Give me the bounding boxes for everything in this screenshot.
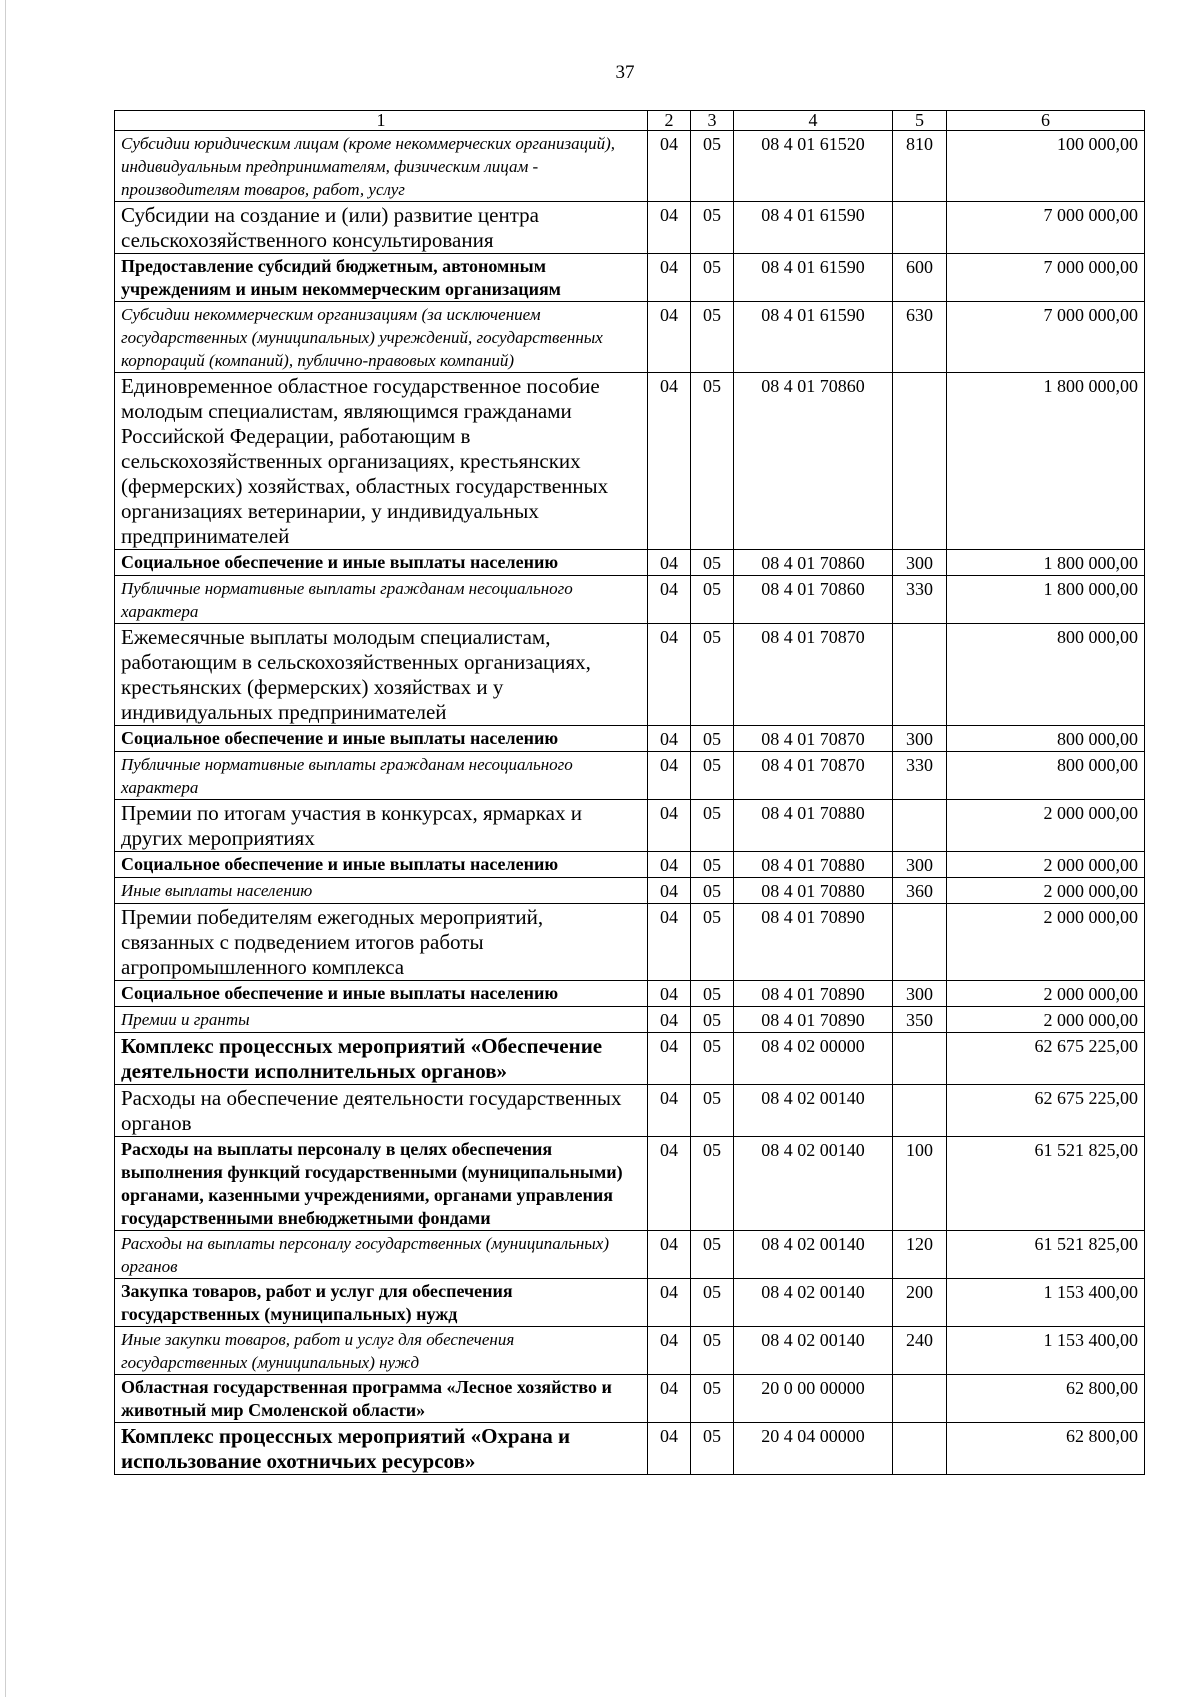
budget-table <box>114 110 1145 1475</box>
row-col3-cell: 05 <box>691 302 734 373</box>
table-row <box>115 1231 1145 1279</box>
row-name-cell: Расходы на выплаты персоналу государственных (муниципальных) органов <box>115 1231 648 1279</box>
row-code-cell: 08 4 01 70870 <box>734 752 893 800</box>
row-amount-cell: 1 800 000,00 <box>947 373 1145 550</box>
row-code-cell: 08 4 01 70860 <box>734 550 893 576</box>
row-name-cell: Субсидии некоммерческим организациям (за исключением государственных (муниципальных) учреждений, государственных корпораций (компаний), публично-правовых компаний) <box>115 302 648 373</box>
row-amount-cell: 7 000 000,00 <box>947 254 1145 302</box>
header-cell-1: 1 <box>115 111 648 131</box>
row-type-cell <box>893 1085 947 1137</box>
row-code-cell: 08 4 01 70880 <box>734 878 893 904</box>
row-name-cell: Премии и гранты <box>115 1007 648 1033</box>
row-col3-cell: 05 <box>691 1375 734 1423</box>
page-number: 37 <box>615 62 635 83</box>
row-col2-cell: 04 <box>648 624 691 726</box>
table-row <box>115 624 1145 726</box>
row-col2-cell: 04 <box>648 302 691 373</box>
row-col2-cell: 04 <box>648 1327 691 1375</box>
row-col3-cell: 05 <box>691 878 734 904</box>
row-type-cell <box>893 202 947 254</box>
row-code-cell: 08 4 01 70860 <box>734 373 893 550</box>
row-code-cell: 08 4 01 70870 <box>734 624 893 726</box>
row-amount-cell: 62 800,00 <box>947 1375 1145 1423</box>
row-col2-cell: 04 <box>648 202 691 254</box>
header-cell-6: 6 <box>947 111 1145 131</box>
row-code-cell: 08 4 02 00140 <box>734 1137 893 1231</box>
row-code-cell: 20 4 04 00000 <box>734 1423 893 1475</box>
row-name-cell: Социальное обеспечение и иные выплаты населению <box>115 852 648 878</box>
row-code-cell: 08 4 01 70890 <box>734 904 893 981</box>
table-row <box>115 1085 1145 1137</box>
row-type-cell <box>893 373 947 550</box>
row-col3-cell: 05 <box>691 1231 734 1279</box>
row-col3-cell: 05 <box>691 373 734 550</box>
row-amount-cell: 62 800,00 <box>947 1423 1145 1475</box>
row-col3-cell: 05 <box>691 1033 734 1085</box>
header-row <box>115 111 1145 131</box>
table-row <box>115 800 1145 852</box>
row-type-cell: 100 <box>893 1137 947 1231</box>
row-code-cell: 08 4 02 00140 <box>734 1327 893 1375</box>
table-row <box>115 904 1145 981</box>
row-col2-cell: 04 <box>648 1231 691 1279</box>
row-col2-cell: 04 <box>648 131 691 202</box>
table-row <box>115 254 1145 302</box>
row-col2-cell: 04 <box>648 852 691 878</box>
row-code-cell: 08 4 01 70870 <box>734 726 893 752</box>
row-code-cell: 08 4 02 00140 <box>734 1279 893 1327</box>
row-col3-cell: 05 <box>691 1327 734 1375</box>
row-col3-cell: 05 <box>691 131 734 202</box>
row-amount-cell: 2 000 000,00 <box>947 904 1145 981</box>
row-amount-cell: 1 153 400,00 <box>947 1279 1145 1327</box>
row-col2-cell: 04 <box>648 1137 691 1231</box>
row-col3-cell: 05 <box>691 1137 734 1231</box>
row-name-cell: Ежемесячные выплаты молодым специалистам, работающим в сельскохозяйственных организациях, крестьянских (фермерских) хозяйствах и у индивидуальных предпринимателей <box>115 624 648 726</box>
row-type-cell <box>893 1033 947 1085</box>
row-type-cell <box>893 624 947 726</box>
table-row <box>115 1423 1145 1475</box>
table-row <box>115 726 1145 752</box>
table-row <box>115 1007 1145 1033</box>
header-cell-3: 3 <box>691 111 734 131</box>
row-name-cell: Единовременное областное государственное пособие молодым специалистам, являющимся гражданами Российской Федерации, работающим в сельскохозяйственных организациях, крестьянских (фермерских) хозяйствах, областных государственных организациях ветеринарии, у индивидуальных предпринимателей <box>115 373 648 550</box>
row-col3-cell: 05 <box>691 1085 734 1137</box>
table-row <box>115 1033 1145 1085</box>
row-code-cell: 08 4 02 00000 <box>734 1033 893 1085</box>
row-amount-cell: 100 000,00 <box>947 131 1145 202</box>
row-name-cell: Закупка товаров, работ и услуг для обеспечения государственных (муниципальных) нужд <box>115 1279 648 1327</box>
row-amount-cell: 62 675 225,00 <box>947 1085 1145 1137</box>
row-amount-cell: 1 153 400,00 <box>947 1327 1145 1375</box>
row-name-cell: Иные выплаты населению <box>115 878 648 904</box>
row-code-cell: 20 0 00 00000 <box>734 1375 893 1423</box>
row-col2-cell: 04 <box>648 981 691 1007</box>
row-col2-cell: 04 <box>648 373 691 550</box>
row-col2-cell: 04 <box>648 1423 691 1475</box>
row-col3-cell: 05 <box>691 254 734 302</box>
row-code-cell: 08 4 01 70880 <box>734 800 893 852</box>
row-name-cell: Предоставление субсидий бюджетным, автономным учреждениям и иным некоммерческим организациям <box>115 254 648 302</box>
row-code-cell: 08 4 01 61590 <box>734 254 893 302</box>
table-row <box>115 1137 1145 1231</box>
row-col2-cell: 04 <box>648 726 691 752</box>
row-code-cell: 08 4 01 61590 <box>734 202 893 254</box>
row-name-cell: Областная государственная программа «Лесное хозяйство и животный мир Смоленской области» <box>115 1375 648 1423</box>
table-row <box>115 981 1145 1007</box>
row-code-cell: 08 4 02 00140 <box>734 1231 893 1279</box>
row-name-cell: Субсидии на создание и (или) развитие центра сельскохозяйственного консультирования <box>115 202 648 254</box>
table-row <box>115 752 1145 800</box>
row-name-cell: Публичные нормативные выплаты гражданам несоциального характера <box>115 752 648 800</box>
header-cell-4: 4 <box>734 111 893 131</box>
row-col3-cell: 05 <box>691 576 734 624</box>
row-type-cell <box>893 1375 947 1423</box>
row-amount-cell: 7 000 000,00 <box>947 302 1145 373</box>
row-name-cell: Публичные нормативные выплаты гражданам несоциального характера <box>115 576 648 624</box>
row-name-cell: Расходы на выплаты персоналу в целях обеспечения выполнения функций государственными (муниципальными) органами, казенными учреждениями, органами управления государственными внебюджетными фондами <box>115 1137 648 1231</box>
header-cell-5: 5 <box>893 111 947 131</box>
row-amount-cell: 1 800 000,00 <box>947 576 1145 624</box>
row-type-cell: 360 <box>893 878 947 904</box>
row-type-cell: 350 <box>893 1007 947 1033</box>
table-row <box>115 1327 1145 1375</box>
row-col2-cell: 04 <box>648 1279 691 1327</box>
row-name-cell: Социальное обеспечение и иные выплаты населению <box>115 726 648 752</box>
row-col3-cell: 05 <box>691 550 734 576</box>
table-row <box>115 1375 1145 1423</box>
row-name-cell: Премии победителям ежегодных мероприятий, связанных с подведением итогов работы агропромышленного комплекса <box>115 904 648 981</box>
row-name-cell: Комплекс процессных мероприятий «Охрана и использование охотничьих ресурсов» <box>115 1423 648 1475</box>
row-type-cell: 600 <box>893 254 947 302</box>
row-amount-cell: 2 000 000,00 <box>947 878 1145 904</box>
row-type-cell <box>893 1423 947 1475</box>
row-code-cell: 08 4 02 00140 <box>734 1085 893 1137</box>
row-amount-cell: 61 521 825,00 <box>947 1137 1145 1231</box>
table-row <box>115 302 1145 373</box>
table-row <box>115 576 1145 624</box>
row-code-cell: 08 4 01 61520 <box>734 131 893 202</box>
header-cell-2: 2 <box>648 111 691 131</box>
row-col2-cell: 04 <box>648 752 691 800</box>
row-col3-cell: 05 <box>691 1423 734 1475</box>
row-col2-cell: 04 <box>648 1033 691 1085</box>
row-code-cell: 08 4 01 61590 <box>734 302 893 373</box>
row-amount-cell: 800 000,00 <box>947 624 1145 726</box>
table-row <box>115 852 1145 878</box>
row-name-cell: Расходы на обеспечение деятельности государственных органов <box>115 1085 648 1137</box>
row-type-cell: 120 <box>893 1231 947 1279</box>
table-row <box>115 373 1145 550</box>
row-amount-cell: 61 521 825,00 <box>947 1231 1145 1279</box>
row-amount-cell: 2 000 000,00 <box>947 1007 1145 1033</box>
row-type-cell: 200 <box>893 1279 947 1327</box>
row-col3-cell: 05 <box>691 726 734 752</box>
table-row <box>115 550 1145 576</box>
row-code-cell: 08 4 01 70890 <box>734 981 893 1007</box>
row-col3-cell: 05 <box>691 800 734 852</box>
row-col3-cell: 05 <box>691 1279 734 1327</box>
row-type-cell: 330 <box>893 576 947 624</box>
row-amount-cell: 800 000,00 <box>947 726 1145 752</box>
row-amount-cell: 62 675 225,00 <box>947 1033 1145 1085</box>
table-row <box>115 131 1145 202</box>
row-type-cell <box>893 800 947 852</box>
row-col3-cell: 05 <box>691 752 734 800</box>
row-type-cell: 300 <box>893 550 947 576</box>
row-code-cell: 08 4 01 70860 <box>734 576 893 624</box>
row-amount-cell: 2 000 000,00 <box>947 981 1145 1007</box>
row-code-cell: 08 4 01 70890 <box>734 1007 893 1033</box>
row-col2-cell: 04 <box>648 878 691 904</box>
table-row <box>115 1279 1145 1327</box>
row-col3-cell: 05 <box>691 202 734 254</box>
row-col2-cell: 04 <box>648 576 691 624</box>
row-col3-cell: 05 <box>691 1007 734 1033</box>
row-col3-cell: 05 <box>691 624 734 726</box>
row-type-cell: 300 <box>893 852 947 878</box>
row-name-cell: Комплекс процессных мероприятий «Обеспечение деятельности исполнительных органов» <box>115 1033 648 1085</box>
row-amount-cell: 800 000,00 <box>947 752 1145 800</box>
row-name-cell: Премии по итогам участия в конкурсах, ярмарках и других мероприятиях <box>115 800 648 852</box>
row-type-cell <box>893 904 947 981</box>
row-type-cell: 300 <box>893 726 947 752</box>
row-amount-cell: 7 000 000,00 <box>947 202 1145 254</box>
row-type-cell: 330 <box>893 752 947 800</box>
row-col2-cell: 04 <box>648 1007 691 1033</box>
row-col2-cell: 04 <box>648 550 691 576</box>
row-col2-cell: 04 <box>648 254 691 302</box>
row-col2-cell: 04 <box>648 1085 691 1137</box>
row-col3-cell: 05 <box>691 852 734 878</box>
table-row <box>115 202 1145 254</box>
row-col2-cell: 04 <box>648 1375 691 1423</box>
row-col2-cell: 04 <box>648 904 691 981</box>
row-col2-cell: 04 <box>648 800 691 852</box>
scan-edge-line <box>5 0 6 1697</box>
row-type-cell: 630 <box>893 302 947 373</box>
row-name-cell: Социальное обеспечение и иные выплаты населению <box>115 981 648 1007</box>
row-col3-cell: 05 <box>691 981 734 1007</box>
row-name-cell: Социальное обеспечение и иные выплаты населению <box>115 550 648 576</box>
row-col3-cell: 05 <box>691 904 734 981</box>
row-type-cell: 240 <box>893 1327 947 1375</box>
row-name-cell: Субсидии юридическим лицам (кроме некоммерческих организаций), индивидуальным предпринимателям, физическим лицам - производителям товаров, работ, услуг <box>115 131 648 202</box>
row-name-cell: Иные закупки товаров, работ и услуг для обеспечения государственных (муниципальных) нужд <box>115 1327 648 1375</box>
row-type-cell: 300 <box>893 981 947 1007</box>
table-row <box>115 878 1145 904</box>
row-amount-cell: 2 000 000,00 <box>947 852 1145 878</box>
row-code-cell: 08 4 01 70880 <box>734 852 893 878</box>
row-amount-cell: 1 800 000,00 <box>947 550 1145 576</box>
row-type-cell: 810 <box>893 131 947 202</box>
table-body <box>115 131 1145 1475</box>
row-amount-cell: 2 000 000,00 <box>947 800 1145 852</box>
